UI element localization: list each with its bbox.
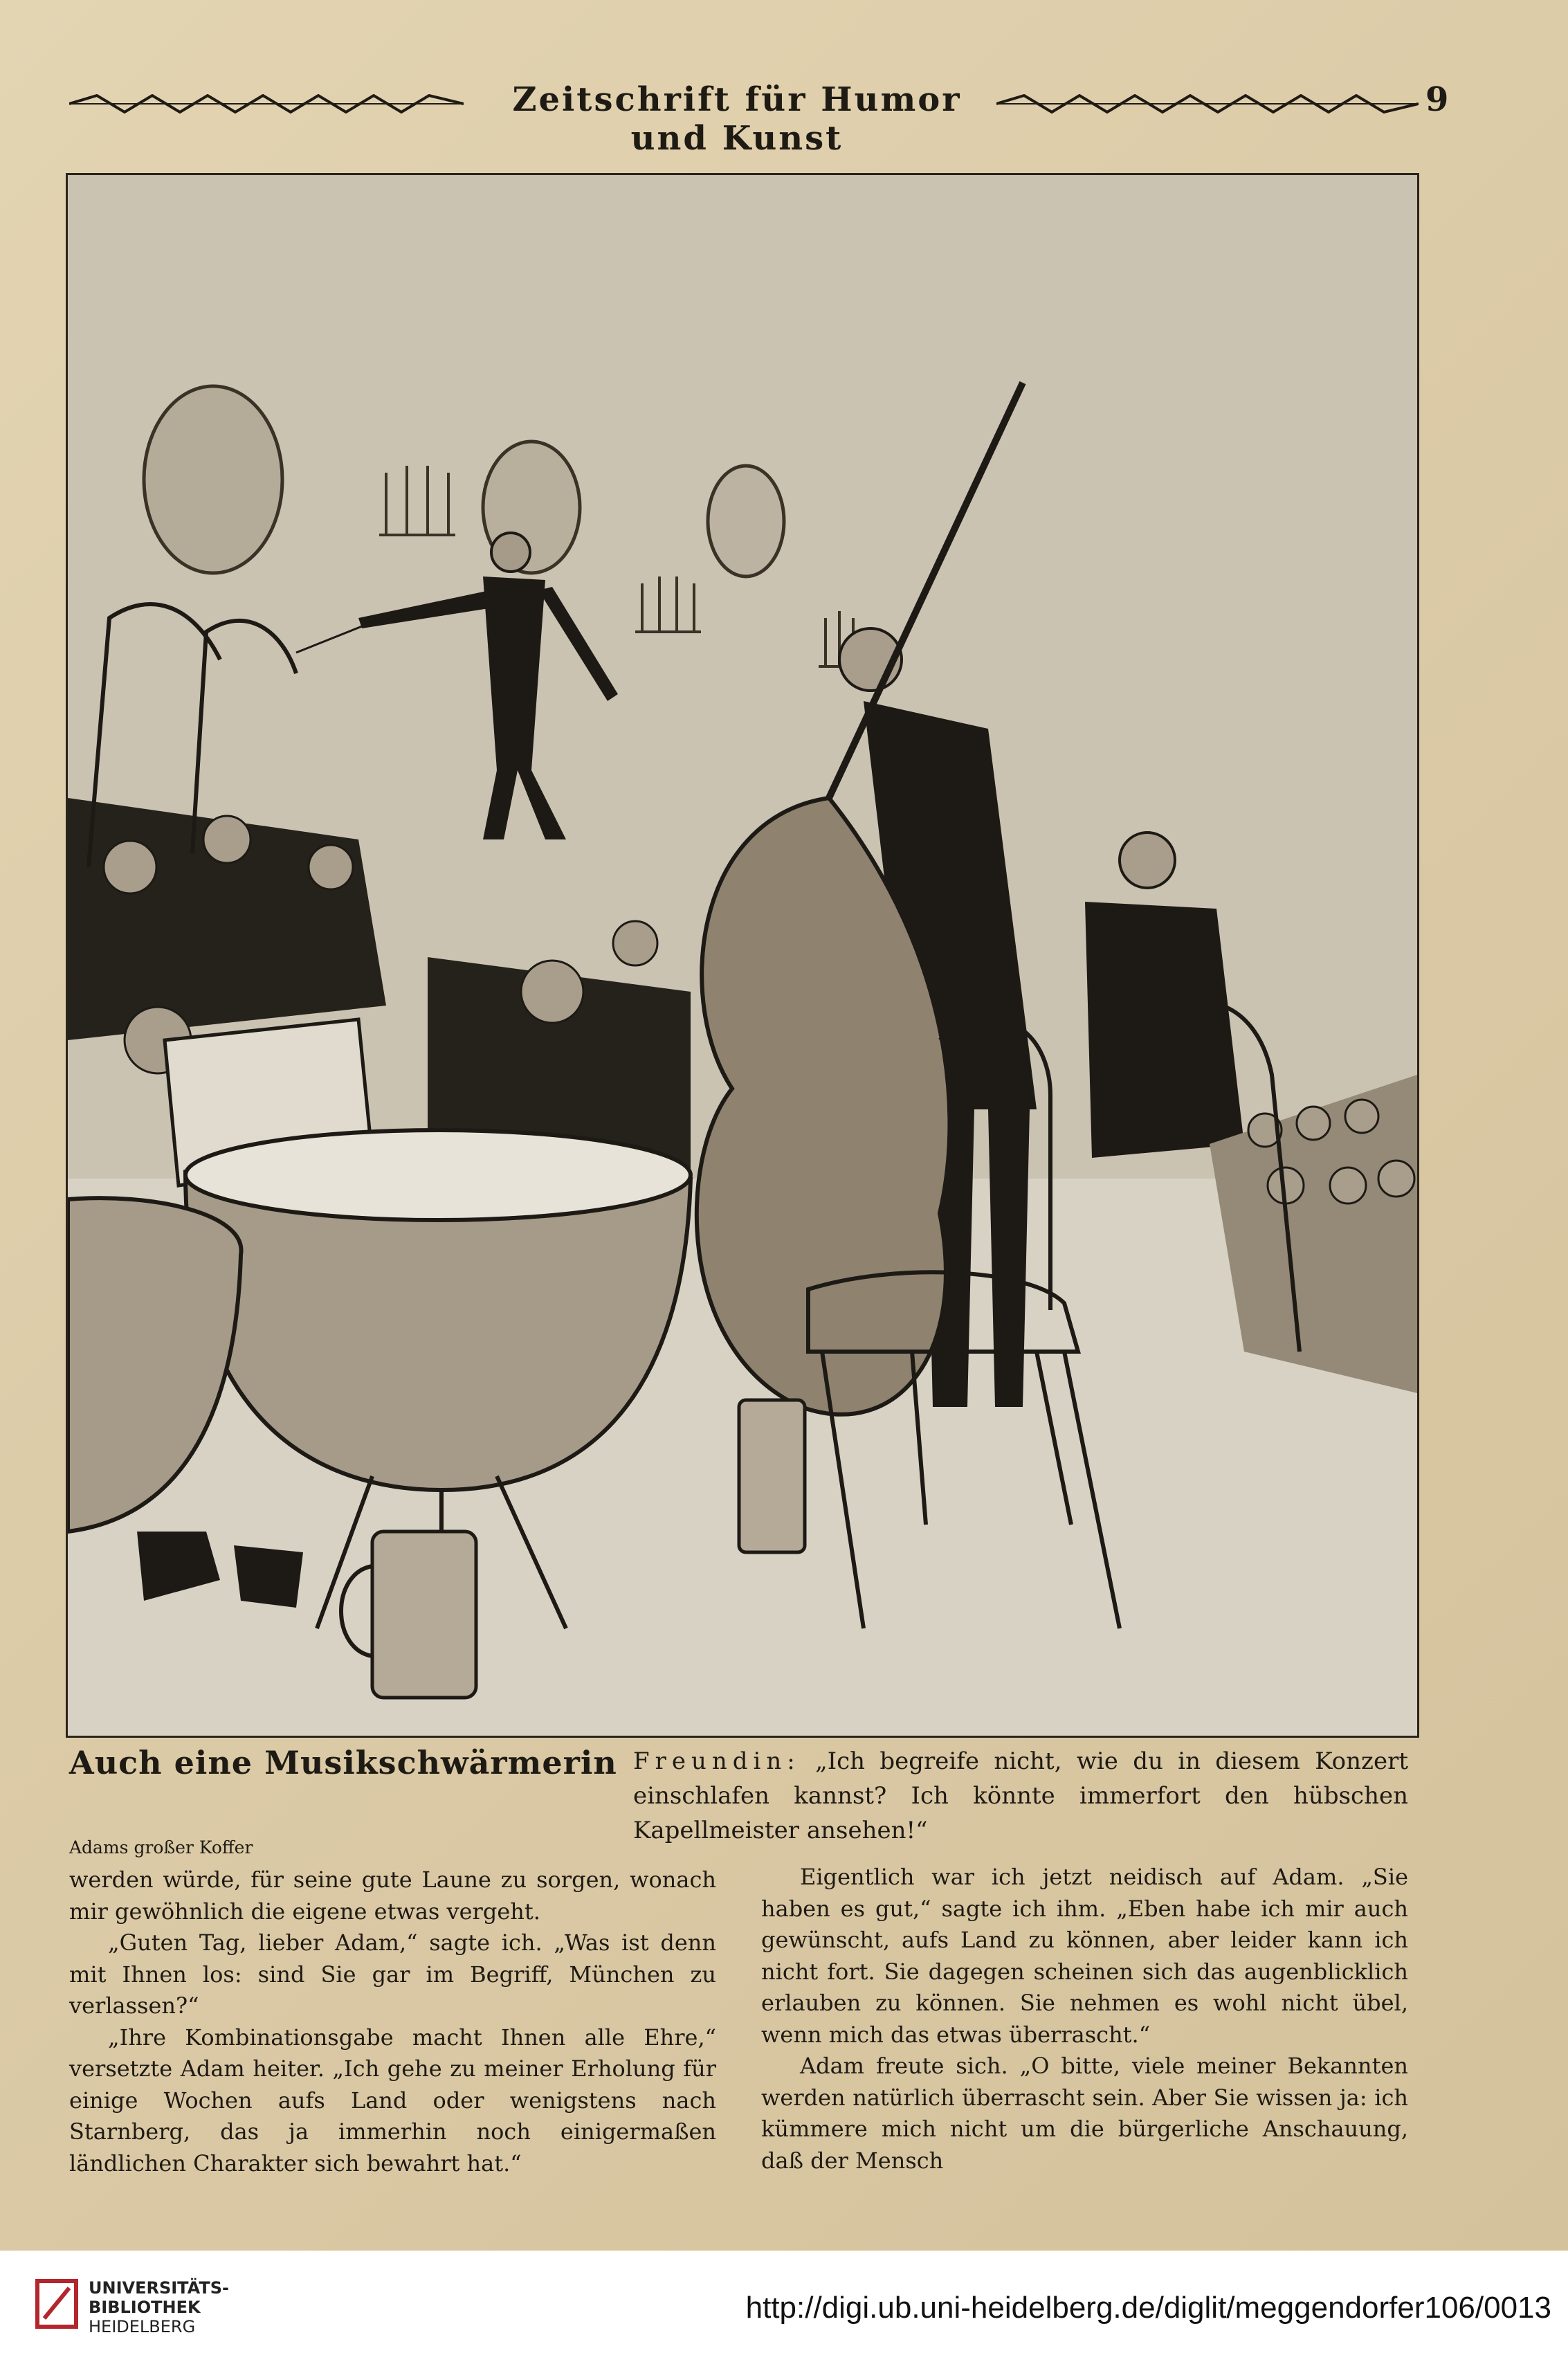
page-header	[69, 76, 1449, 158]
story-paragraph: „Guten Tag, lieber Adam,“ sagte ich. „Was ist denn mit Ihnen los: sind Sie gar im Begriff, München zu verlassen?“	[69, 1929, 716, 2019]
story-running-label: Adams großer Koffer	[69, 1837, 253, 1857]
journal-title: Zeitschrift für Humor und Kunst	[512, 80, 962, 158]
story-column-right	[761, 1862, 1408, 2177]
library-name-line: HEIDELBERG	[89, 2317, 196, 2336]
story-paragraph: Eigentlich war ich jetzt neidisch auf Adam. „Sie haben es gut,“ sagte ich ihm. „Eben habe ich mir auch gewünscht, aufs Land zu können, aber leider kann ich nicht fort. Sie dagegen scheinen sich das augenblicklich erlauben zu können. Sie nehmen es wohl nicht übel, wenn mich das etwas überrascht.“	[761, 1864, 1408, 2048]
header-ornament-left	[69, 94, 464, 113]
library-name-line: UNIVERSITÄTS-	[89, 2278, 230, 2298]
concert-illustration	[66, 173, 1419, 1738]
header-ornament-right	[996, 94, 1419, 113]
source-url[interactable]: http://digi.ub.uni-heidelberg.de/diglit/meggendorfer106/0013	[745, 2291, 1551, 2325]
story-paragraph: werden würde, für seine gute Laune zu sorgen, wonach mir gewöhnlich die eigene etwas vergeht.	[69, 1866, 716, 1925]
library-name-line: BIBLIOTHEK	[89, 2298, 201, 2317]
library-name	[89, 2278, 229, 2336]
page-number: 9	[1425, 80, 1449, 119]
caption-speech: „Ich begreife nicht, wie du in diesem Konzert einschlafen kannst? Ich könnte immerfort den hübschen Kapellmeister ansehen!“	[633, 1747, 1409, 1844]
caption-speaker: Freundin:	[633, 1747, 801, 1775]
story-paragraph: Adam freute sich. „O bitte, viele meiner Bekannten werden natürlich überrascht sein. Aber Sie wissen ja: ich kümmere mich nicht um die bürgerliche Anschauung, daß der Mensch	[761, 2053, 1408, 2174]
story-column-left	[69, 1837, 716, 2179]
story-paragraph: „Ihre Kombinationsgabe macht Ihnen alle Ehre,“ versetzte Adam heiter. „Ich gehe zu meiner Erholung für einige Wochen aufs Land oder wenigstens nach Starnberg, das ja immerhin noch einigermaßen ländlichen Charakter sich bewahrt hat.“	[69, 2024, 716, 2177]
library-logo-icon	[35, 2278, 79, 2329]
cartoon-caption-title: Auch eine Musikschwärmerin	[69, 1744, 617, 1781]
orchestra-drawing	[68, 175, 1417, 1736]
cartoon-caption	[633, 1744, 1408, 1848]
digitization-footer	[0, 2251, 1568, 2362]
